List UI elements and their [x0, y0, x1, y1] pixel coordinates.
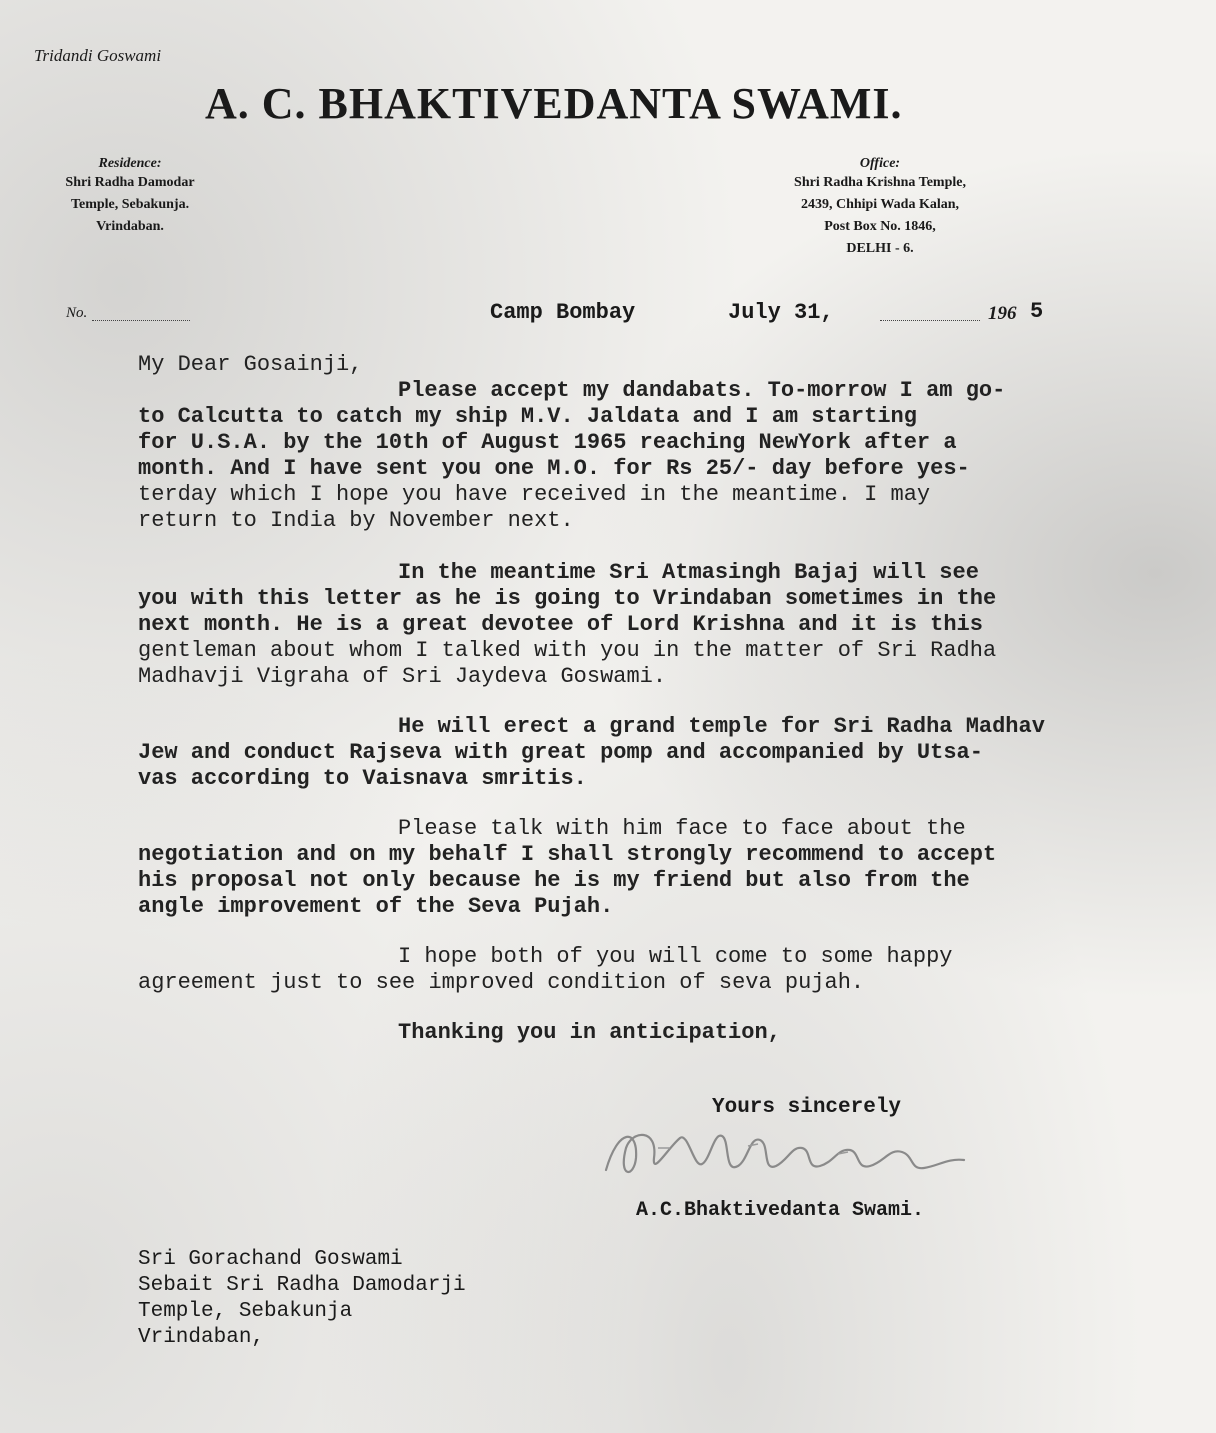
residence-line: Temple, Sebakunja.: [70, 197, 190, 212]
addressee-line: Sebait Sri Radha Damodarji: [138, 1274, 466, 1297]
letterhead-title-prefix: Tridandi Goswami: [34, 46, 162, 65]
reference-number-label: No.: [66, 305, 88, 321]
handwritten-signature: [598, 1118, 978, 1188]
body-line: Madhavji Vigraha of Sri Jaydeva Goswami.: [138, 664, 667, 689]
body-line: Please accept my dandabats. To-morrow I am go-: [398, 378, 1006, 403]
office-line: Post Box No. 1846,: [824, 219, 936, 234]
residence-line: Shri Radha Damodar: [65, 175, 195, 190]
reference-number-line: [92, 320, 190, 321]
body-line: He will erect a grand temple for Sri Radha Madhav: [398, 714, 1045, 739]
addressee-line: Vrindaban,: [138, 1326, 265, 1349]
body-line: In the meantime Sri Atmasingh Bajaj will see: [398, 560, 979, 585]
body-line: month. And I have sent you one M.O. for Rs 25/- day before yes-: [138, 456, 970, 481]
year-prefix: 196: [988, 303, 1017, 324]
year-suffix: 5: [1030, 299, 1044, 324]
body-line: terday which I hope you have received in the meantime. I may: [138, 482, 931, 507]
residence-line: Vrindaban.: [96, 219, 164, 234]
body-line: his proposal not only because he is my friend but also from the: [138, 868, 970, 893]
signed-name: A.C.Bhaktivedanta Swami.: [636, 1199, 925, 1222]
residence-label: Residence:: [98, 156, 162, 171]
body-line: for U.S.A. by the 10th of August 1965 reaching NewYork after a: [138, 430, 957, 455]
residence-address: [30, 156, 230, 238]
letter-date: July 31,: [728, 300, 834, 325]
body-line: I hope both of you will come to some happy: [398, 944, 953, 969]
body-line: Jew and conduct Rajseva with great pomp and accompanied by Utsa-: [138, 740, 983, 765]
body-line: Please talk with him face to face about the: [398, 816, 966, 841]
body-line: vas according to Vaisnava smritis.: [138, 766, 587, 791]
office-line: 2439, Chhipi Wada Kalan,: [800, 197, 960, 212]
letterhead-name: A. C. BHAKTIVEDANTA SWAMI.: [205, 79, 903, 128]
office-label: Office:: [859, 156, 901, 171]
salutation: My Dear Gosainji,: [138, 352, 363, 377]
body-line: return to India by November next.: [138, 508, 574, 533]
addressee-line: Temple, Sebakunja: [138, 1300, 353, 1323]
office-line: DELHI - 6.: [846, 241, 914, 256]
body-line: agreement just to see improved condition of seva pujah.: [138, 970, 865, 995]
body-line: next month. He is a great devotee of Lord Krishna and it is this: [138, 612, 983, 637]
addressee-line: Sri Gorachand Goswami: [138, 1248, 403, 1271]
body-line: negotiation and on my behalf I shall strongly recommend to accept: [138, 842, 997, 867]
body-line: gentleman about whom I talked with you in the matter of Sri Radha: [138, 638, 997, 663]
body-line: angle improvement of the Seva Pujah.: [138, 894, 614, 919]
date-line: [880, 320, 980, 321]
body-line: to Calcutta to catch my ship M.V. Jaldata and I am starting: [138, 404, 917, 429]
body-line: Thanking you in anticipation,: [398, 1020, 781, 1045]
body-line: you with this letter as he is going to Vrindaban sometimes in the: [138, 586, 997, 611]
valediction: Yours sincerely: [712, 1096, 902, 1119]
office-address: [740, 156, 1020, 260]
office-line: Shri Radha Krishna Temple,: [794, 175, 966, 190]
camp-location: Camp Bombay: [490, 300, 636, 325]
